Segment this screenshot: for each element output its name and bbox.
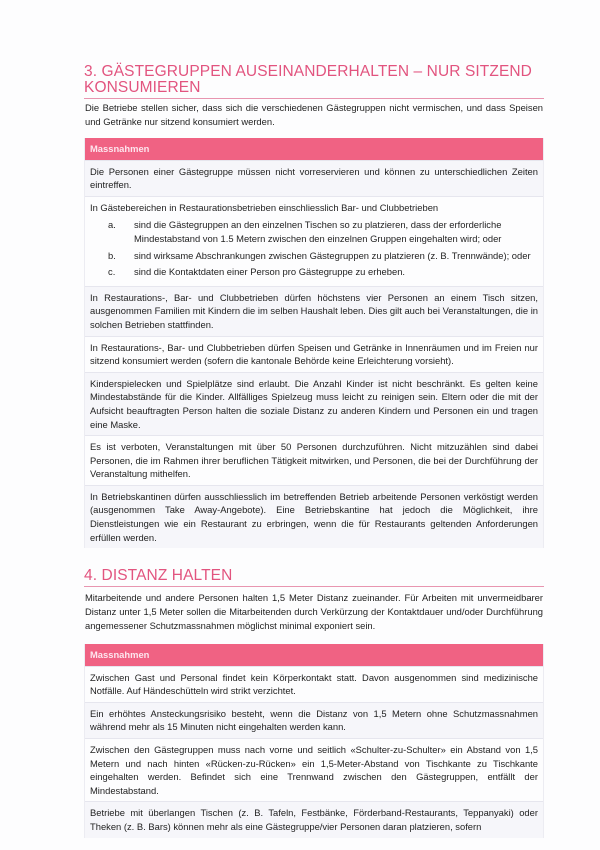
section-3-title-line1: 3. GÄSTEGRUPPEN AUSEINANDERHALTEN – NUR SITZEND (84, 63, 532, 80)
sublist-item (90, 249, 538, 263)
measure-row (85, 196, 543, 286)
sublist-text: sind die Kontaktdaten einer Person pro Gästegruppe zu erheben. (134, 266, 406, 278)
sublist-text: sind wirksame Abschrankungen zwischen Gästegruppen zu platzieren (z. B. Trennwände); oder (134, 249, 531, 261)
measure-sublist (90, 218, 538, 278)
measure-text: Die Personen einer Gästegruppe müssen nicht vorreservieren und können zu unterschiedlichen Zeiten eintreffen. (90, 165, 538, 191)
measure-text: Ein erhöhtes Ansteckungsrisiko besteht, wenn die Distanz von 1,5 Metern ohne Schutzmassnahmen während mehr als 15 Minuten nicht eingehalten werden kann. (90, 707, 538, 733)
measures-header: Massnahmen (85, 644, 543, 666)
sublist-item (90, 218, 538, 245)
measure-text: Betriebe mit überlangen Tischen (z. B. Tafeln, Festbänke, Förderband-Restaurants, Teppanyaki) oder Theken (z. B. Bars) können mehr als eine Gästegruppe/vier Personen daran platzieren, sofern (90, 807, 538, 832)
measure-text: Kinderspielecken und Spielplätze sind erlaubt. Die Anzahl Kinder ist nicht beschränkt. Es gelten keine Mindestabstände für die Kinder. Allfälliges Spielzeug muss leicht zu reinigen sein. Eltern oder die mit der Aufsicht beauftragten Person halten die soziale Distanz zu anderen Kindern und Personen ein und tragen eine Maske. (90, 377, 538, 430)
measure-row (85, 372, 543, 435)
measure-row (85, 485, 543, 548)
section-3-measures-table (84, 138, 544, 549)
section-4-measures-table (84, 644, 544, 838)
measure-row (85, 738, 543, 801)
section-3 (84, 64, 544, 548)
measure-row (85, 801, 543, 837)
section-4 (84, 568, 544, 837)
sublist-marker: a. (108, 219, 116, 231)
measure-text: Zwischen den Gästegruppen muss nach vorne und seitlich «Schulter-zu-Schulter» ein Abstand von 1,5 Metern und nach hinten «Rücken-zu-Rücken» ein 1,5-Meter-Abstand von Tischkante zu Tischkante eingehalten werden. Befindet sich eine Trennwand zwischen den Gästegruppen, entfällt der Mindestabstand. (90, 744, 538, 796)
measure-row (85, 702, 543, 738)
section-3-intro: Die Betriebe stellen sicher, dass sich die verschiedenen Gästegruppen nicht vermischen, und dass Speisen und Getränke nur sitzend konsumiert werden. (85, 102, 543, 127)
section-3-title-line2: KONSUMIEREN (84, 79, 201, 96)
measure-text: In Restaurations-, Bar- und Clubbetrieben dürfen höchstens vier Personen an einem Tisch sitzen, ausgenommen Familien mit Kindern die im selben Haushalt leben. Dies gilt auch bei Veranstaltungen, die in solchen Betrieben stattfinden. (90, 291, 538, 330)
measure-text: Zwischen Gast und Personal findet kein Körperkontakt statt. Davon ausgenommen sind medizinische Notfälle. Auf Händeschütteln wird strikt verzichtet. (90, 671, 538, 697)
section-4-intro: Mitarbeitende und andere Personen halten 1,5 Meter Distanz zueinander. Für Arbeiten mit unvermeidbarer Distanz unter 1,5 Meter sollen die Mitarbeitenden durch Verkürzung der Kontaktdauer und/oder Durchführung angemessener Schutzmassnahmen möglichst minimal exponiert sein. (85, 592, 543, 631)
measure-text: In Gästebereichen in Restaurationsbetrieben einschliesslich Bar- und Clubbetrieben (90, 201, 439, 213)
sublist-text: sind die Gästegruppen an den einzelnen Tischen so zu platzieren, dass der erforderliche Mindestabstand von 1.5 Metern zwischen den einzelnen Gruppen eingehalten wird; oder (134, 219, 502, 244)
measure-text: Es ist verboten, Veranstaltungen mit über 50 Personen durchzuführen. Nicht mitzuzählen sind dabei Personen, die im Rahmen ihrer beruflichen Tätigkeit mitwirken, und Personen, die bei der Durchführung der Veranstaltung mithelfen. (90, 441, 538, 480)
measure-text: In Betriebskantinen dürfen ausschliesslich im betreffenden Betrieb arbeitende Personen verköstigt werden (ausgenommen Take Away-Angebote). Eine Betriebskantine hat jedoch die Möglichkeit, ihre Dienstleistungen wie ein Restaurant zu erbringen, wenn die für Restaurants geltenden Anforderungen erfüllen werden. (90, 490, 538, 543)
measure-row (85, 336, 543, 372)
measure-row (85, 666, 543, 702)
sublist-marker: b. (108, 249, 116, 261)
measures-header: Massnahmen (85, 138, 543, 160)
section-3-title (84, 64, 544, 99)
section-4-title-text: 4. DISTANZ HALTEN (84, 567, 233, 585)
measure-text: In Restaurations-, Bar- und Clubbetrieben dürfen Speisen und Getränke in Innenräumen und im Freien nur sitzend konsumiert werden (sofern die kantonale Behörde keine Erleichterung vorsieht). (90, 341, 538, 367)
sublist-item (90, 265, 538, 279)
measure-row (85, 160, 543, 196)
document-page (84, 64, 544, 838)
measure-row (85, 286, 543, 336)
section-4-title (84, 568, 544, 587)
measure-row (85, 435, 543, 485)
sublist-marker: c. (108, 266, 116, 278)
